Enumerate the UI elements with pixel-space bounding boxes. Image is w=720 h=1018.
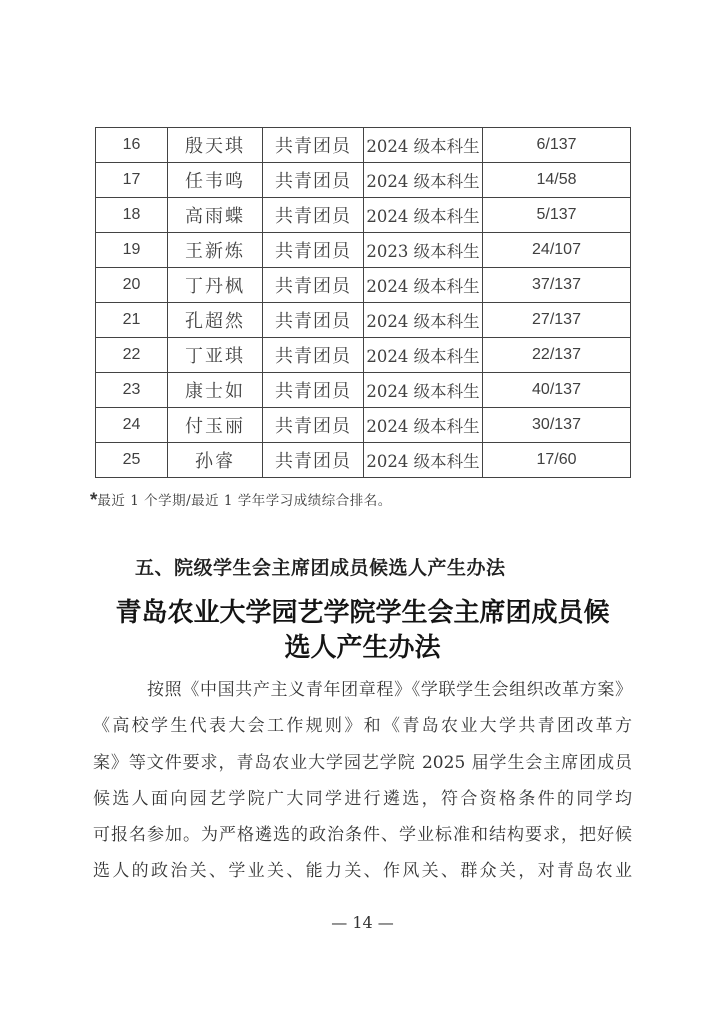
table-cell: 2024 级本科生: [364, 128, 483, 163]
table-cell: 共青团员: [263, 373, 364, 408]
table-cell: 共青团员: [263, 128, 364, 163]
table-cell: 37/137: [483, 268, 631, 303]
paragraph-line: 选人的政治关、学业关、能力关、作风关、群众关，对青岛农业: [93, 861, 632, 882]
table-cell: 共青团员: [263, 198, 364, 233]
table-cell: 付玉丽: [168, 408, 263, 443]
table-row: [96, 268, 631, 303]
table-cell: 高雨蝶: [168, 198, 263, 233]
candidate-ranking-table: [95, 127, 631, 478]
table-cell: 24/107: [483, 233, 631, 268]
table-cell: 孔超然: [168, 303, 263, 338]
table-cell: 共青团员: [263, 268, 364, 303]
table-cell: 2024 级本科生: [364, 163, 483, 198]
table-cell: 14/58: [483, 163, 631, 198]
table-cell: 共青团员: [263, 303, 364, 338]
table-body: [96, 128, 631, 478]
body-paragraph: [93, 672, 632, 890]
table-cell: 27/137: [483, 303, 631, 338]
paragraph-line: 可报名参加。为严格遴选的政治条件、学业标准和结构要求，把好候: [93, 825, 632, 846]
table-row: [96, 233, 631, 268]
table-cell: 丁亚琪: [168, 338, 263, 373]
table-cell: 18: [96, 198, 168, 233]
table-cell: 40/137: [483, 373, 631, 408]
table-cell: 殷天琪: [168, 128, 263, 163]
table-row: [96, 443, 631, 478]
table-cell: 17/60: [483, 443, 631, 478]
table-cell: 22/137: [483, 338, 631, 373]
table-cell: 2024 级本科生: [364, 373, 483, 408]
table-cell: 16: [96, 128, 168, 163]
table-row: [96, 163, 631, 198]
table-cell: 21: [96, 303, 168, 338]
table-cell: 任韦鸣: [168, 163, 263, 198]
table-cell: 25: [96, 443, 168, 478]
table-row: [96, 128, 631, 163]
table-cell: 20: [96, 268, 168, 303]
paragraph-line: 按照《中国共产主义青年团章程》《学联学生会组织改革方案》: [147, 680, 632, 700]
table-cell: 2024 级本科生: [364, 268, 483, 303]
table-row: [96, 408, 631, 443]
table-cell: 17: [96, 163, 168, 198]
page-number: — 14 —: [331, 913, 394, 932]
table-cell: 2024 级本科生: [364, 443, 483, 478]
document-title: [93, 595, 632, 665]
table-cell: 2024 级本科生: [364, 408, 483, 443]
paragraph-line: 案》等文件要求，青岛农业大学园艺学院 2025 届学生会主席团成员: [93, 752, 632, 773]
section-heading: 五、院级学生会主席团成员候选人产生办法: [135, 558, 506, 579]
table-cell: 5/137: [483, 198, 631, 233]
table-cell: 孙睿: [168, 443, 263, 478]
table-footnote: [90, 489, 392, 511]
table-cell: 19: [96, 233, 168, 268]
table-cell: 6/137: [483, 128, 631, 163]
table-cell: 2024 级本科生: [364, 198, 483, 233]
table-cell: 2024 级本科生: [364, 303, 483, 338]
table-cell: 王新炼: [168, 233, 263, 268]
table-row: [96, 303, 631, 338]
table-cell: 丁丹枫: [168, 268, 263, 303]
table-cell: 共青团员: [263, 338, 364, 373]
table-cell: 22: [96, 338, 168, 373]
footnote-asterisk: *: [90, 490, 98, 511]
paragraph-line: 《高校学生代表大会工作规则》和《青岛农业大学共青团改革方: [93, 716, 632, 737]
table-cell: 30/137: [483, 408, 631, 443]
table-cell: 共青团员: [263, 163, 364, 198]
table-cell: 24: [96, 408, 168, 443]
table-cell: 共青团员: [263, 408, 364, 443]
table-cell: 康士如: [168, 373, 263, 408]
table-cell: 共青团员: [263, 233, 364, 268]
table-cell: 2023 级本科生: [364, 233, 483, 268]
document-title-line: 青岛农业大学园艺学院学生会主席团成员候: [115, 597, 610, 627]
footnote-text: 最近 1 个学期/最近 1 学年学习成绩综合排名。: [97, 493, 392, 509]
document-title-line: 选人产生办法: [284, 632, 441, 662]
table-row: [96, 373, 631, 408]
table-cell: 23: [96, 373, 168, 408]
table-row: [96, 198, 631, 233]
table-row: [96, 338, 631, 373]
table-cell: 共青团员: [263, 443, 364, 478]
table-cell: 2024 级本科生: [364, 338, 483, 373]
paragraph-line: 候选人面向园艺学院广大同学进行遴选，符合资格条件的同学均: [93, 788, 632, 809]
